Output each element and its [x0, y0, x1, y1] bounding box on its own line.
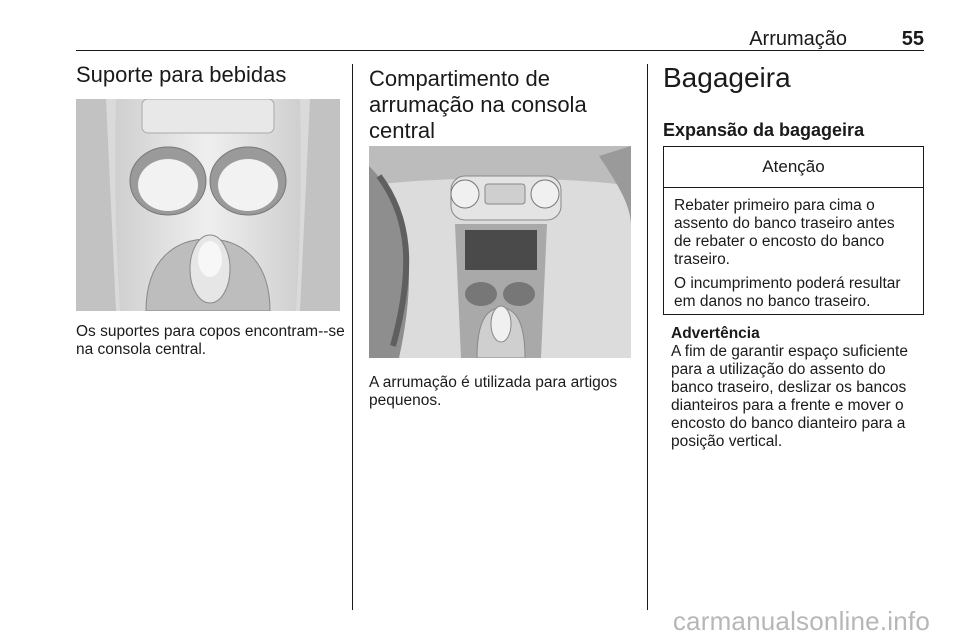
note-label: Advertência: [671, 325, 760, 342]
text-line: assento do banco traseiro antes: [674, 215, 895, 232]
text-line: pequenos.: [369, 392, 442, 409]
text-line: dianteiros para a frente e mover o: [671, 397, 904, 414]
heading-line: Compartimento de: [369, 66, 550, 91]
header-divider: [76, 50, 924, 51]
text-line: para a utilização do assento do: [671, 361, 886, 378]
note-text: [671, 343, 926, 451]
page-number: 55: [901, 28, 924, 50]
caution-title: Atenção: [664, 147, 923, 188]
text-line: de rebater o encosto do banco: [674, 233, 885, 250]
section-heading-luggage-compartment: Bagageira: [663, 62, 791, 93]
caution-paragraph-1: [664, 197, 923, 269]
central-storage-description: [369, 374, 639, 410]
watermark: carmanualsonline.info: [672, 606, 930, 636]
column-divider-1: [352, 64, 353, 610]
section-heading-central-storage: [369, 66, 587, 144]
caution-box: [663, 146, 924, 315]
heading-line: arrumação na consola: [369, 92, 587, 117]
center-console-illustration: [369, 146, 631, 358]
running-header-title: Arrumação: [749, 28, 847, 50]
text-line: traseiro.: [674, 251, 730, 268]
subheading-luggage-expansion: Expansão da bagageira: [663, 120, 865, 140]
cup-holder-description: Os suportes para copos encontram--se na consola central.: [76, 323, 345, 358]
text-line: banco traseiro, deslizar os bancos: [671, 379, 907, 396]
text-line: O incumprimento poderá resultar: [674, 275, 901, 292]
text-line: encosto do banco dianteiro para a: [671, 415, 906, 432]
heading-line: central: [369, 118, 436, 143]
text-line: A fim de garantir espaço suficiente: [671, 343, 908, 360]
cup-holder-illustration: [76, 99, 340, 311]
text-line: em danos no banco traseiro.: [674, 293, 871, 310]
column-divider-2: [647, 64, 648, 610]
text-line: A arrumação é utilizada para artigos: [369, 374, 618, 391]
text-line: posição vertical.: [671, 433, 783, 450]
text-line: Rebater primeiro para cima o: [674, 197, 875, 214]
section-heading-cup-holders: Suporte para bebidas: [76, 62, 287, 87]
caution-paragraph-2: [664, 275, 923, 311]
